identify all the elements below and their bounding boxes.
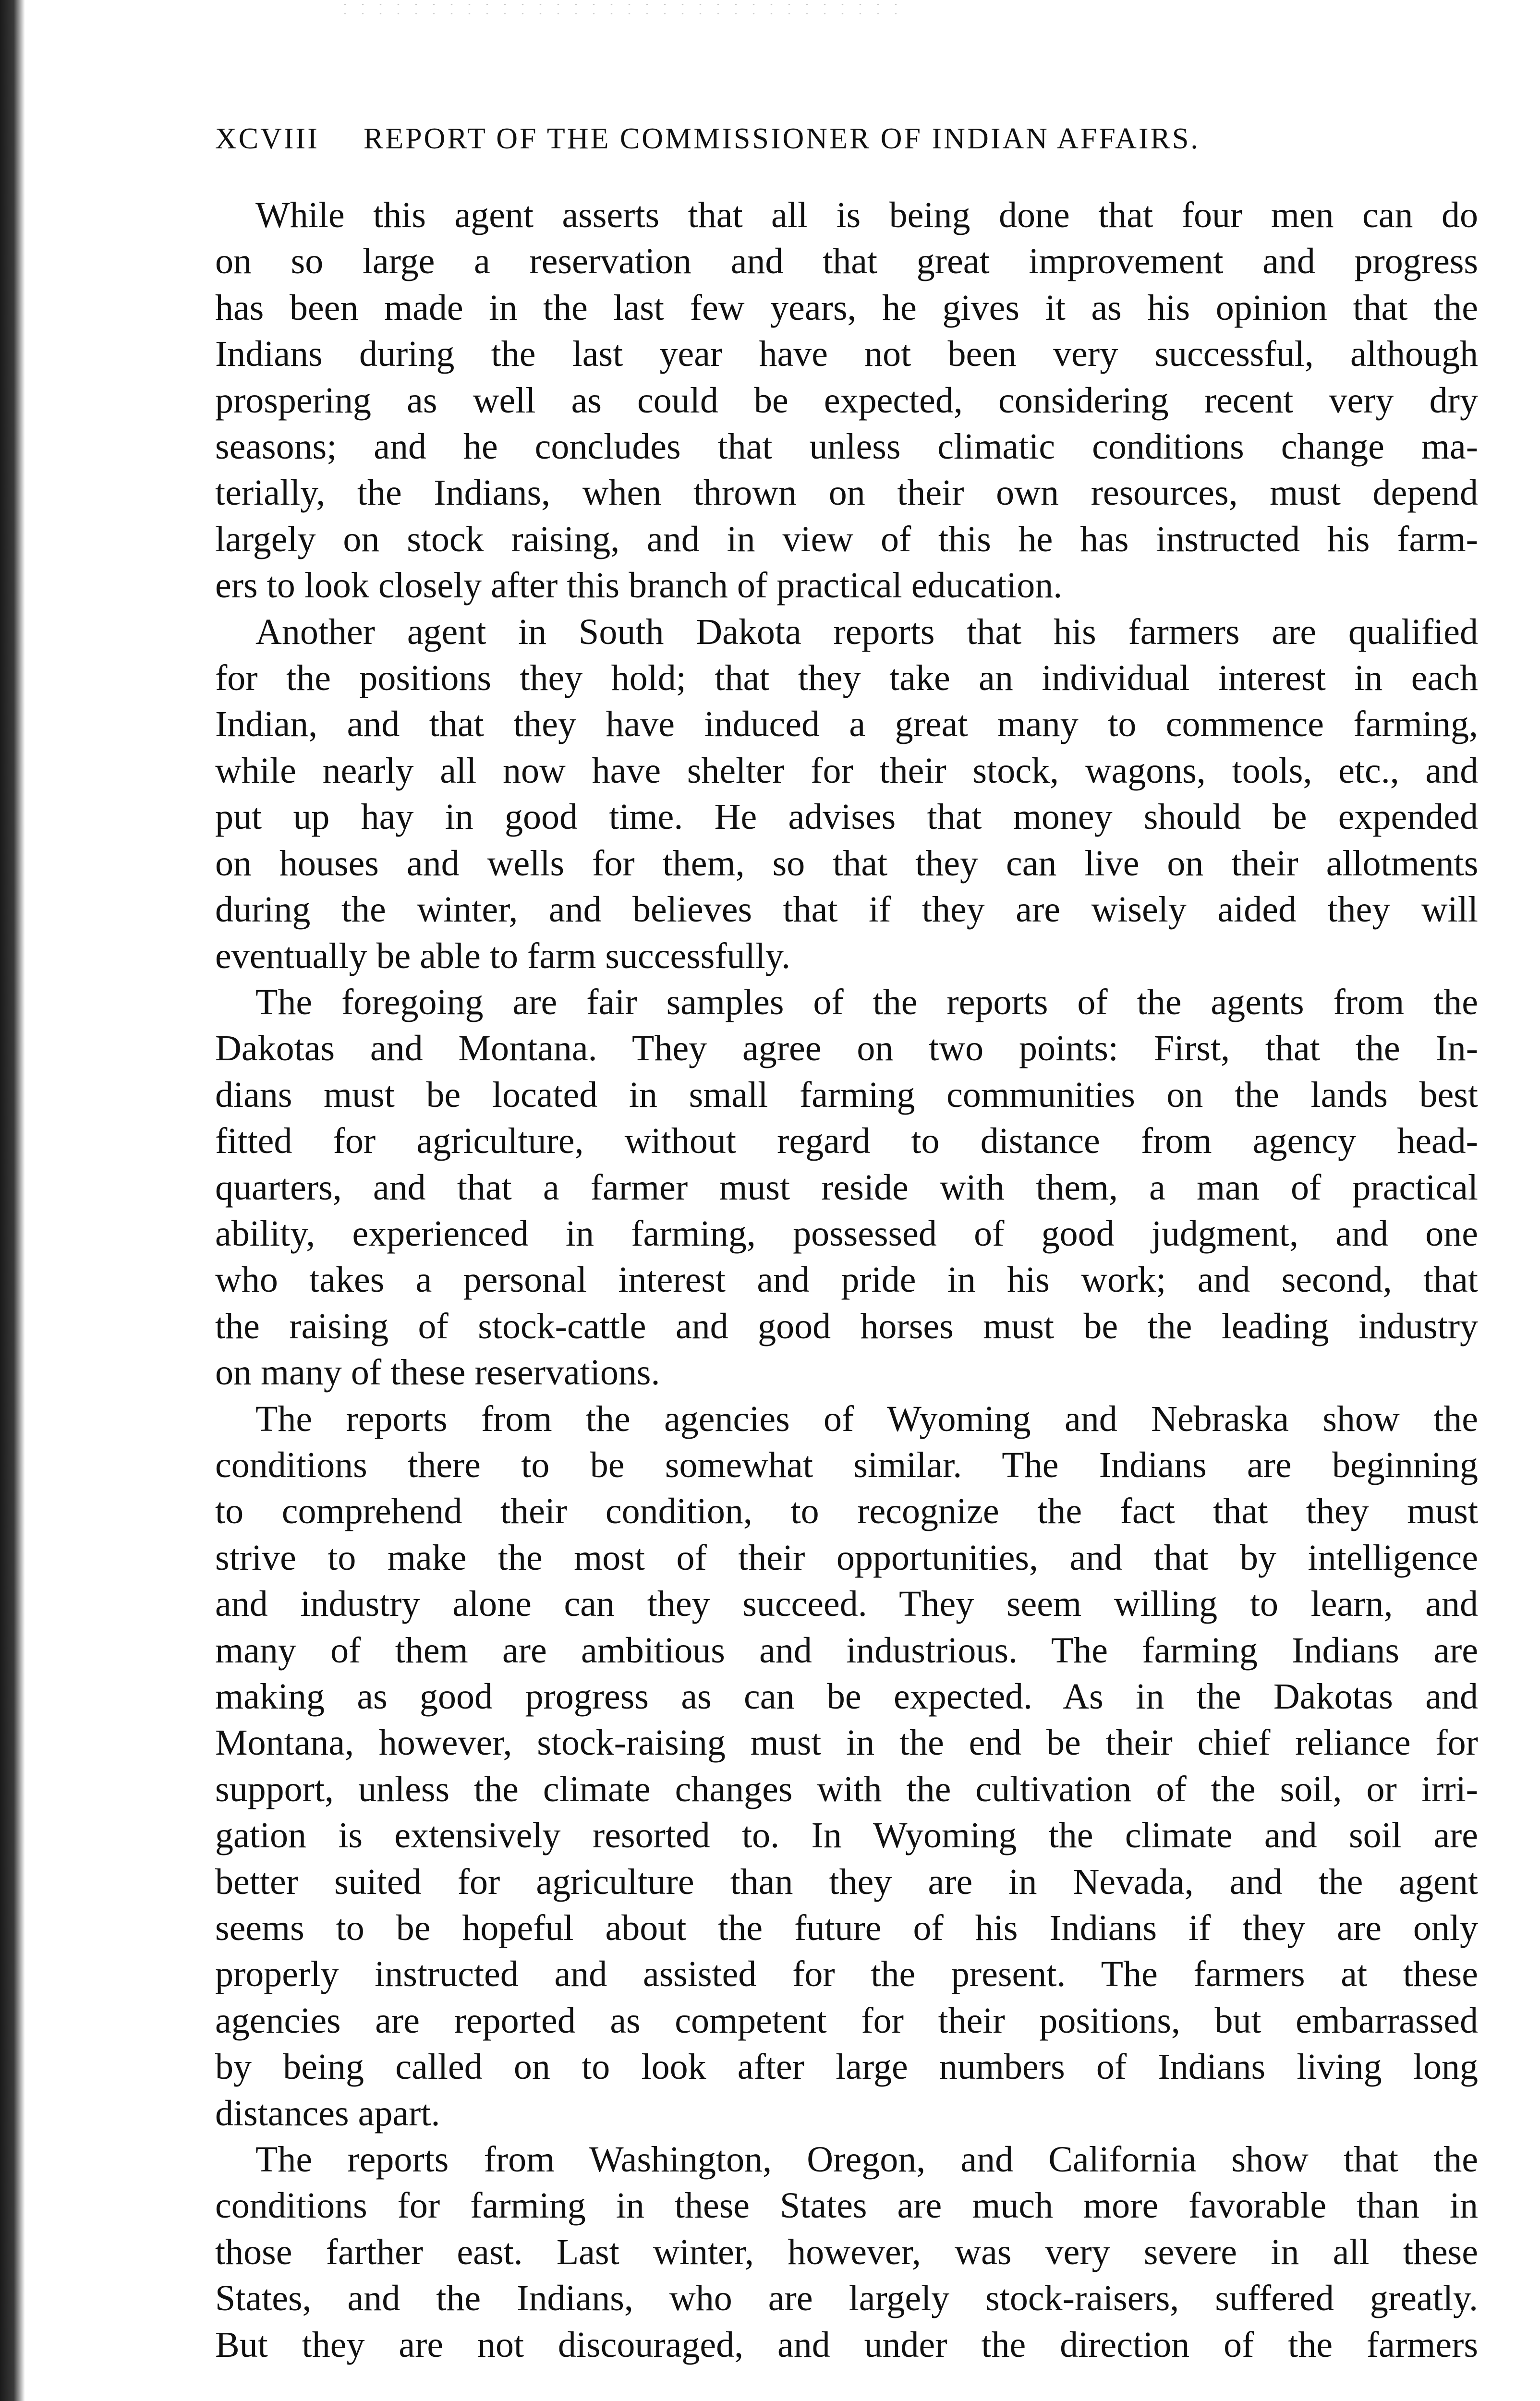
page-left-edge-shadow: [0, 0, 25, 2401]
text-line: States, and the Indians, who are largely stock-raisers, suffered greatly.: [215, 2278, 1478, 2319]
text-line: during the winter, and believes that if they are wisely aided they will: [215, 889, 1478, 930]
print-specks: [336, 0, 912, 19]
text-line: seasons; and he concludes that unless climatic conditions change ma-: [215, 426, 1478, 467]
text-line: strive to make the most of their opportunities, and that by intelligence: [215, 1537, 1478, 1578]
text-line: on many of these reservations.: [215, 1352, 660, 1393]
text-line: support, unless the climate changes with the cultivation of the soil, or irri-: [215, 1769, 1478, 1809]
text-line: The reports from Washington, Oregon, and California show that the: [255, 2139, 1478, 2180]
text-line: conditions for farming in these States are much more favorable than in: [215, 2185, 1478, 2226]
text-line: many of them are ambitious and industrious. The farming Indians are: [215, 1630, 1478, 1671]
text-line: ability, experienced in farming, possessed of good judgment, and one: [215, 1213, 1478, 1254]
body-text: [215, 192, 1478, 2368]
text-line: Indians during the last year have not been very successful, although: [215, 334, 1478, 375]
text-line: who takes a personal interest and pride in his work; and second, that: [215, 1260, 1478, 1300]
text-line: properly instructed and assisted for the present. The farmers at these: [215, 1954, 1478, 1995]
text-line: terially, the Indians, when thrown on their own resources, must depend: [215, 473, 1478, 513]
paragraph-2: [215, 609, 1478, 979]
text-line: Montana, however, stock-raising must in the end be their chief reliance for: [215, 1722, 1478, 1763]
text-line: The foregoing are fair samples of the reports of the agents from the: [255, 982, 1478, 1022]
page-number: XCVIII: [215, 122, 319, 155]
text-line: put up hay in good time. He advises that money should be expended: [215, 797, 1478, 837]
text-line: eventually be able to farm successfully.: [215, 935, 790, 976]
text-line: quarters, and that a farmer must reside with them, a man of practical: [215, 1167, 1478, 1208]
text-line: the raising of stock-cattle and good horses must be the leading industry: [215, 1306, 1478, 1346]
text-line: The reports from the agencies of Wyoming and Nebraska show the: [255, 1398, 1478, 1439]
text-line: distances apart.: [215, 2093, 440, 2134]
text-line: on so large a reservation and that great improvement and progress: [215, 241, 1478, 282]
text-line: to comprehend their condition, to recognize the fact that they must: [215, 1491, 1478, 1532]
text-line: and industry alone can they succeed. They seem willing to learn, and: [215, 1584, 1478, 1625]
text-line: while nearly all now have shelter for their stock, wagons, tools, etc., and: [215, 750, 1479, 791]
text-line: Another agent in South Dakota reports that his farmers are qualified: [255, 611, 1478, 652]
text-line: dians must be located in small farming communities on the lands best: [215, 1074, 1478, 1115]
text-line: has been made in the last few years, he gives it as his opinion that the: [215, 287, 1478, 328]
paragraph-3: [215, 979, 1478, 1396]
text-line: gation is extensively resorted to. In Wyoming the climate and soil are: [215, 1815, 1478, 1856]
text-line: better suited for agriculture than they are in Nevada, and the agent: [215, 1861, 1478, 1902]
paragraph-4: [215, 1396, 1478, 2137]
text-line: those farther east. Last winter, however, was very severe in all these: [215, 2231, 1478, 2272]
text-line: Dakotas and Montana. They agree on two points: First, that the In-: [215, 1028, 1478, 1069]
text-line: seems to be hopeful about the future of his Indians if they are only: [215, 1908, 1478, 1949]
text-line: agencies are reported as competent for their positions, but embarrassed: [215, 2000, 1478, 2041]
text-line: largely on stock raising, and in view of this he has instructed his farm-: [215, 519, 1478, 559]
paragraph-1: [215, 192, 1478, 609]
text-line: for the positions they hold; that they take an individual interest in each: [215, 658, 1478, 699]
text-line: But they are not discouraged, and under the direction of the farmers: [215, 2324, 1478, 2365]
text-line: While this agent asserts that all is being done that four men can do: [255, 195, 1478, 235]
text-line: fitted for agriculture, without regard to distance from agency head-: [215, 1121, 1478, 1162]
text-line: making as good progress as can be expected. As in the Dakotas and: [215, 1676, 1478, 1717]
text-line: ers to look closely after this branch of practical education.: [215, 565, 1063, 606]
text-line: by being called on to look after large numbers of Indians living long: [215, 2047, 1478, 2087]
page-header: [215, 124, 1396, 154]
text-line: prospering as well as could be expected, considering recent very dry: [215, 380, 1478, 421]
paragraph-5: [215, 2136, 1478, 2368]
running-title: REPORT OF THE COMMISSIONER OF INDIAN AFFAIRS.: [363, 122, 1200, 155]
text-line: on houses and wells for them, so that they can live on their allotments: [215, 843, 1479, 884]
text-line: Indian, and that they have induced a great many to commence farming,: [215, 704, 1478, 745]
text-line: conditions there to be somewhat similar. The Indians are beginning: [215, 1444, 1478, 1485]
